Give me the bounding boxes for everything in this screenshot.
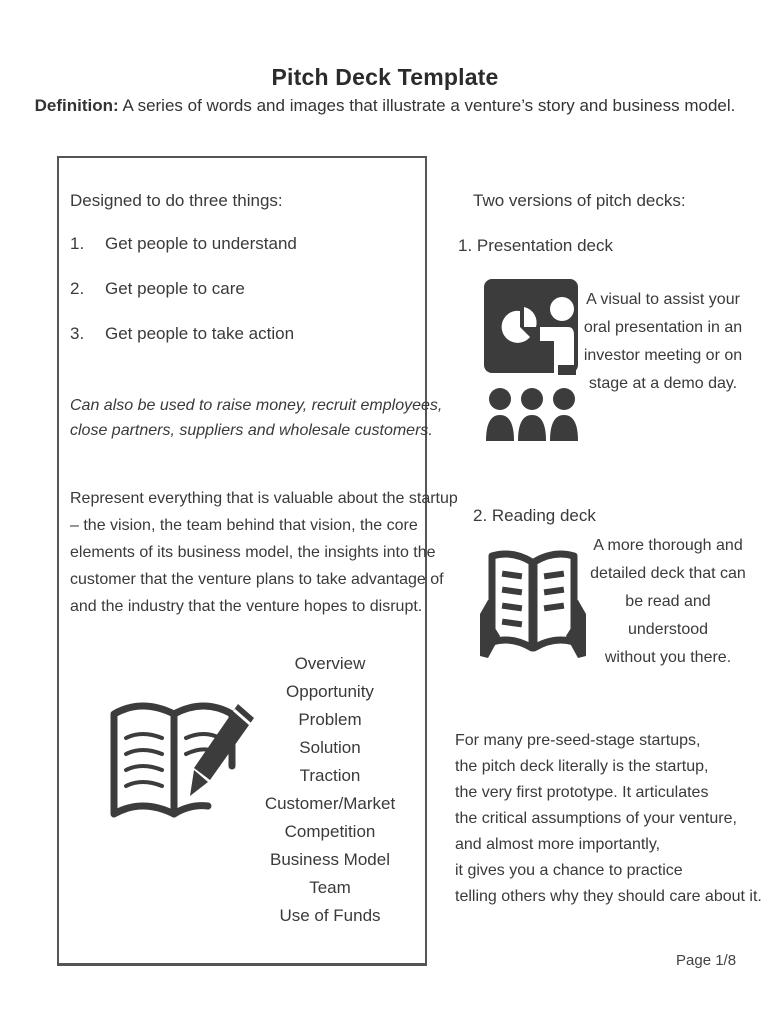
- section-item: Overview: [294, 654, 366, 673]
- section-item: Business Model: [269, 850, 390, 869]
- page-title: Pitch Deck Template: [271, 64, 499, 90]
- paragraph-line: customer that the venture plans to take advantage of: [70, 571, 444, 588]
- section-item: Traction: [299, 766, 361, 785]
- italic-note-line: close partners, suppliers and wholesale customers.: [70, 422, 433, 439]
- desc-line: detailed deck that can: [590, 565, 746, 582]
- closing-line: the critical assumptions of your venture,: [455, 810, 737, 827]
- section-item: Team: [309, 878, 351, 897]
- right-heading: Two versions of pitch decks:: [473, 191, 686, 210]
- desc-line: A more thorough and: [593, 537, 743, 554]
- list-item-text: Get people to care: [105, 279, 245, 298]
- desc-line: be read and understood: [625, 593, 711, 638]
- book-pencil-icon: [108, 696, 258, 826]
- presentation-deck-title: 1. Presentation deck: [458, 236, 613, 255]
- desc-line: A visual to assist your: [586, 291, 740, 308]
- closing-line: the very first prototype. It articulates: [455, 784, 709, 801]
- list-item-number: 1.: [70, 234, 85, 253]
- definition: [0, 96, 770, 116]
- definition-text: A series of words and images that illustrate a venture’s story and business model.: [118, 96, 736, 115]
- paragraph-line: – the vision, the team behind that vision, the core: [70, 517, 418, 534]
- section-item: Opportunity: [286, 682, 374, 701]
- section-item: Competition: [284, 822, 376, 841]
- closing-line: telling others why they should care about it.: [455, 888, 762, 905]
- italic-note-line: Can also be used to raise money, recruit employees,: [70, 397, 443, 414]
- reading-deck-title: 2. Reading deck: [473, 506, 596, 525]
- desc-line: without you there.: [604, 649, 732, 666]
- section-item: Customer/Market: [264, 794, 396, 813]
- list-item-number: 3.: [70, 324, 85, 343]
- paragraph-line: Represent everything that is valuable about the startup: [70, 490, 458, 507]
- open-book-icon: [478, 540, 588, 660]
- left-heading: Designed to do three things:: [70, 191, 283, 210]
- paragraph-line: elements of its business model, the insights into the: [70, 544, 436, 561]
- presentation-desc: [583, 286, 743, 398]
- list-item-text: Get people to take action: [105, 324, 295, 343]
- section-list: [260, 650, 400, 930]
- reading-desc: [588, 532, 748, 672]
- closing-line: the pitch deck literally is the startup,: [455, 758, 709, 775]
- closing-line: and almost more importantly,: [455, 836, 661, 853]
- section-item: Solution: [299, 738, 361, 757]
- page-number: Page 1/8: [676, 952, 737, 969]
- desc-line: investor meeting or on: [583, 347, 743, 364]
- desc-line: oral presentation in an: [583, 319, 743, 336]
- list-item-text: Get people to understand: [105, 234, 297, 253]
- paragraph-line: and the industry that the venture hopes to disrupt.: [70, 598, 423, 615]
- presentation-icon: [484, 279, 580, 441]
- desc-line: stage at a demo day.: [588, 375, 738, 392]
- section-item: Use of Funds: [279, 906, 381, 925]
- section-item: Problem: [298, 710, 362, 729]
- closing-line: it gives you a chance to practice: [455, 862, 683, 879]
- list-item-number: 2.: [70, 279, 85, 298]
- definition-label: Definition:: [34, 96, 119, 115]
- closing-line: For many pre-seed-stage startups,: [455, 732, 701, 749]
